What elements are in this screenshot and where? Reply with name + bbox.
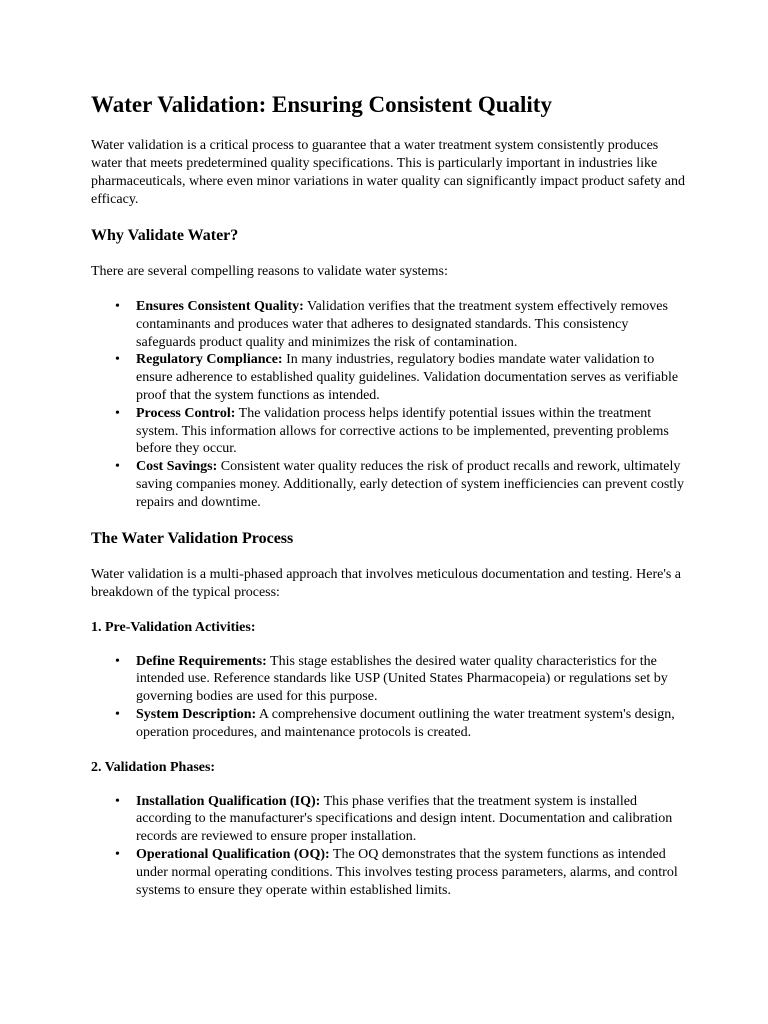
list-item (91, 653, 691, 706)
list-item (91, 405, 691, 458)
bullet-icon: • (115, 299, 120, 314)
list-item-text: In many industries, regulatory bodies mandate water validation to ensure adherence to established quality guidelines. Validation documentation serves as verifiable proof that the system functions as intended. (136, 352, 679, 403)
validation-phases-heading: 2. Validation Phases: (91, 759, 216, 775)
list-item (91, 706, 691, 742)
list-item-text: This stage establishes the desired water quality characteristics for the intended use. Reference standards like USP (United States Pharmacopeia) or regulations set by governing bodies are used for this purpose. (136, 653, 668, 705)
list-item-text: This phase verifies that the treatment system is installed according to the manufacturer's specifications and design intent. Documentation and calibration records are reviewed to ensure proper installation. (136, 793, 673, 845)
list-item-term: Define Requirements: (136, 653, 267, 669)
why-lead: There are several compelling reasons to validate water systems: (91, 264, 448, 279)
list-item-text: Validation verifies that the treatment system effectively removes contaminants and produces water that adheres to designated standards. This consistency safeguards product quality and minimizes the risk of contamination. (136, 299, 668, 350)
list-item-term: Cost Savings: (136, 459, 218, 475)
process-lead: Water validation is a multi-phased approach that involves meticulous documentation and testing. Here's a breakdown of the typical process: (91, 566, 682, 600)
process-heading: The Water Validation Process (91, 529, 294, 547)
list-item-text: The OQ demonstrates that the system functions as intended under normal operating conditions. This involves testing process parameters, alarms, and control systems to ensure they operate within established limits. (136, 846, 678, 898)
list-item-term: Operational Qualification (OQ): (136, 846, 330, 862)
bullet-icon: • (115, 405, 120, 421)
list-item-text: A comprehensive document outlining the water treatment system's design, operation procedures, and maintenance protocols is created. (136, 706, 675, 740)
bullet-icon: • (115, 846, 120, 862)
list-item (91, 846, 691, 899)
list-item (91, 793, 691, 846)
list-item (91, 351, 691, 404)
list-item-term: Regulatory Compliance: (136, 352, 283, 368)
bullet-icon: • (115, 352, 120, 368)
list-item (91, 298, 691, 351)
validation-phases-list (91, 793, 691, 900)
pre-validation-heading: 1. Pre-Validation Activities: (91, 619, 256, 635)
list-item (91, 458, 691, 511)
list-item-text: Consistent water quality reduces the risk of product recalls and rework, ultimately saving companies money. Additionally, early detection of system inefficiencies can prevent costly repairs and downtime. (136, 459, 685, 510)
bullet-icon: • (115, 653, 120, 669)
bullet-icon: • (115, 706, 120, 722)
why-list (91, 298, 691, 512)
bullet-icon: • (115, 459, 120, 475)
pre-validation-list (91, 653, 691, 742)
document-title: Water Validation: Ensuring Consistent Quality (91, 92, 552, 117)
why-heading: Why Validate Water? (91, 227, 239, 244)
list-item-term: Installation Qualification (IQ): (136, 793, 321, 809)
document-page (91, 90, 691, 916)
list-item-text: The validation process helps identify potential issues within the treatment system. This information allows for corrective actions to be implemented, preventing problems before they occur. (136, 405, 669, 457)
list-item-term: Process Control: (136, 405, 236, 421)
bullet-icon: • (115, 793, 120, 809)
list-item-term: System Description: (136, 706, 257, 722)
intro-paragraph: Water validation is a critical process to guarantee that a water treatment system consistently produces water that meets predetermined quality specifications. This is particularly important in industries like pharmaceuticals, where even minor variations in water quality can significantly impact product safety and efficacy. (91, 138, 686, 207)
list-item-term: Ensures Consistent Quality: (136, 299, 304, 314)
